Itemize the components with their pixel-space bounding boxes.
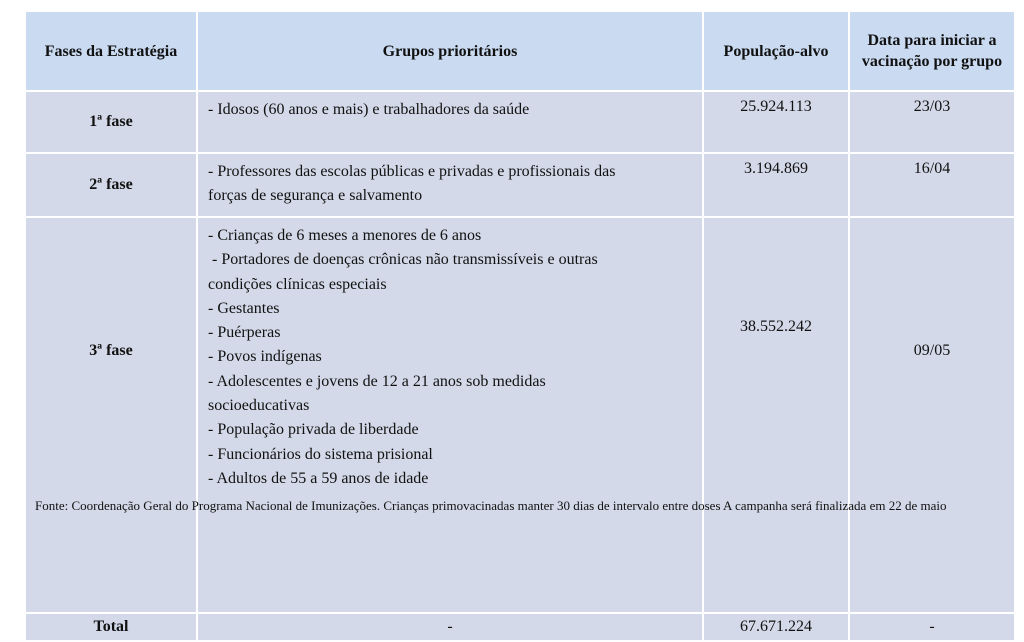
group-item: - Funcionários do sistema prisional xyxy=(208,445,433,463)
group-item: - Gestantes xyxy=(208,299,280,317)
group-item: - Crianças de 6 meses a menores de 6 anos xyxy=(208,227,482,244)
total-date: - xyxy=(849,613,1015,641)
groups-cell xyxy=(197,91,703,153)
group-item: - Puérperas xyxy=(208,324,281,342)
source-footnote: Fonte: Coordenação Geral do Programa Nacional de Imunizações. Crianças primovacinadas manter 30 dias de intervalo entre doses A campanha será finalizada em 22 de maio xyxy=(35,498,947,513)
total-population: 67.671.224 xyxy=(703,613,849,641)
group-item: condições clínicas especiais xyxy=(208,275,387,293)
header-groups: Grupos prioritários xyxy=(197,11,703,91)
groups-cell xyxy=(197,217,703,613)
table-row xyxy=(25,217,1015,613)
group-item: - Professores das escolas públicas e privadas e profissionais das xyxy=(208,163,616,180)
phase-cell: 3ª fase xyxy=(25,217,197,613)
date-cell: 16/04 xyxy=(849,153,1015,217)
group-item: - Portadores de doenças crônicas não transmissíveis e outras xyxy=(212,251,598,269)
group-item: - Povos indígenas xyxy=(208,348,322,366)
header-date: Data para iniciar a vacinação por grupo xyxy=(849,11,1015,91)
phase-cell: 2ª fase xyxy=(25,153,197,217)
group-item: - Adultos de 55 a 59 anos de idade xyxy=(208,469,429,487)
phase-cell: 1ª fase xyxy=(25,91,197,153)
group-item: - População privada de liberdade xyxy=(208,421,419,439)
header-population: População-alvo xyxy=(703,11,849,91)
population-cell: 25.924.113 xyxy=(703,91,849,153)
table-row xyxy=(25,91,1015,153)
vaccination-phases-table xyxy=(24,10,1016,642)
date-cell: 23/03 xyxy=(849,91,1015,153)
total-label: Total xyxy=(25,613,197,641)
group-item: - Adolescentes e jovens de 12 a 21 anos sob medidas xyxy=(208,372,546,390)
table-row xyxy=(25,153,1015,217)
table-header-row xyxy=(25,11,1015,91)
population-cell: 3.194.869 xyxy=(703,153,849,217)
header-phase: Fases da Estratégia xyxy=(25,11,197,91)
group-item: socioeducativas xyxy=(208,397,310,415)
total-groups: - xyxy=(197,613,703,641)
group-item: forças de segurança e salvamento xyxy=(208,187,423,205)
population-cell: 38.552.242 xyxy=(703,217,849,613)
groups-cell xyxy=(197,153,703,217)
date-cell: 09/05 xyxy=(849,217,1015,613)
total-row xyxy=(25,613,1015,641)
group-item: - Idosos (60 anos e mais) e trabalhadores da saúde xyxy=(208,101,530,118)
